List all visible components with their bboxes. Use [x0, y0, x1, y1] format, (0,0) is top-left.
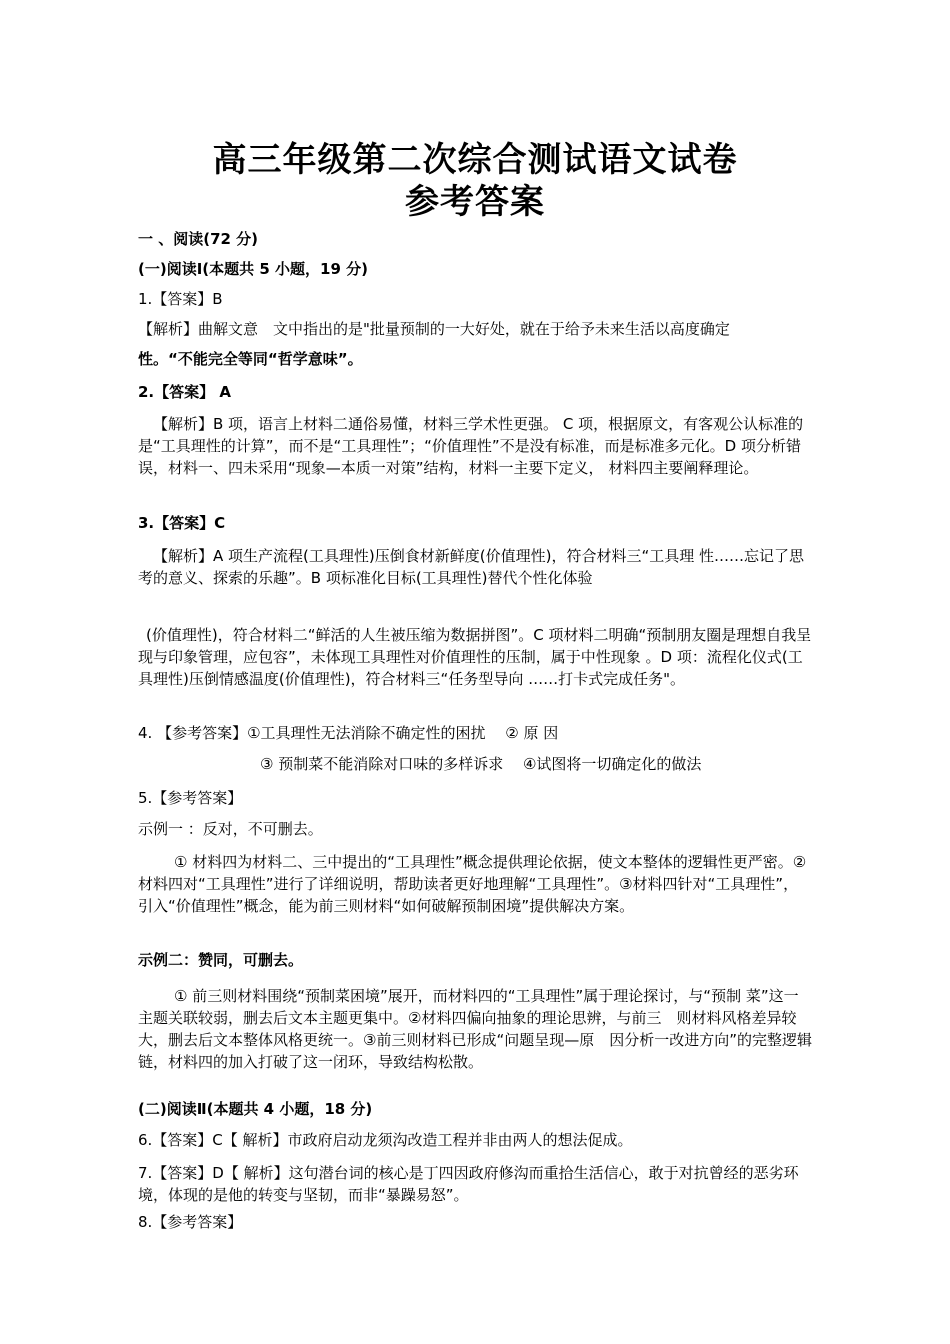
q7-text: 7.【答案】D【 解析】这句潜台词的核心是丁四因政府修沟而重拾生活信心，敢于对抗曾经的恶劣环境，体现的是他的转变与坚韧，而非“暴躁易怒”。 [138, 1164, 799, 1204]
section-heading: 一 、阅读(72 分) [138, 230, 259, 248]
q5-example2-body: ① 前三则材料围绕“预制菜困境”展开，而材料四的“工具理性”属于理论探讨，与“预制 菜”这一主题关联较弱，删去后文本主题更集中。②材料四偏向抽象的理论思辨，与前三 则材料风格差异较大，删去后文本整体风格更统一。③前三则材料已形成“问题呈现—原 因分析一改进方向”的完整逻辑链，材料四的加入打破了这一闭环，导致结构松散。 [138, 987, 812, 1071]
q5-example1-title: 示例一 ：反对，不可删去。 [138, 820, 323, 838]
q1-analysis: 【解析】曲解文意 文中指出的是"批量预制的一大好处，就在于给予未来生活以高度确定 [138, 320, 730, 338]
q8-answer: 8.【参考答案】 [138, 1213, 243, 1231]
q4-answer-line1: 4. 【参考答案】①工具理性无法消除不确定性的困扰 ② 原 因 [138, 724, 559, 742]
q5-answer: 5.【参考答案】 [138, 789, 243, 807]
q1-answer: 1.【答案】B [138, 290, 223, 308]
q3-answer: 3.【答案】C [138, 514, 226, 532]
q3-analysis-cont: (价值理性)，符合材料二“鲜活的人生被压缩为数据拼图”。C 项材料二明确“预制朋友圈是理想自我呈现与印象管理，应包容”，未体现工具理性对价值理性的压制，属于中性现象 。D 项：流程化仪式(工具理性)压倒情感温度(价值理性)，符合材料三“任务型导向 ……打卡式完成任务"。 [138, 626, 812, 688]
q2-answer: 2.【答案】 A [138, 383, 231, 401]
subsection-heading-2: (二)阅读Ⅱ(本题共 4 小题，18 分) [138, 1100, 373, 1118]
subsection-heading: (一)阅读Ⅰ(本题共 5 小题，19 分) [138, 260, 368, 278]
q6-text: 6.【答案】C【 解析】市政府启动龙须沟改造工程并非由两人的想法促成。 [138, 1131, 633, 1149]
q4-answer-line2: ③ 预制菜不能消除对口味的多样诉求 ④试图将一切确定化的做法 [260, 755, 702, 773]
q5-example1-body: ① 材料四为材料二、三中提出的“工具理性”概念提供理论依据，使文本整体的逻辑性更严密。②材料四对“工具理性”进行了详细说明，帮助读者更好地理解“工具理性”。③材料四针对“工具理性”，引入“价值理性”概念，能为前三则材料“如何破解预制困境”提供解决方案。 [138, 853, 807, 915]
q3-analysis: 【解析】A 项生产流程(工具理性)压倒食材新鲜度(价值理性)，符合材料三“工具理 性……忘记了思考的意义、探索的乐趣”。B 项标准化目标(工具理性)替代个性化体验 [138, 547, 804, 587]
doc-subtitle: 参考答案 [405, 182, 545, 222]
q2-analysis: 【解析】B 项，语言上材料二通俗易懂，材料三学术性更强。 C 项，根据原文，有客观公认标准的是“工具理性的计算”，而不是“工具理性”；“价值理性”不是没有标准，而是标准多元化。D 项分析错误，材料一、四未采用“现象—本质一对策”结构，材料一主要下定义， 材料四主要阐释理论。 [138, 415, 804, 477]
doc-title: 高三年级第二次综合测试语文试卷 [212, 140, 738, 180]
q1-analysis-cont: 性。“不能完全等同“哲学意味”。 [138, 350, 363, 368]
q5-example2-title: 示例二：赞同，可删去。 [138, 951, 304, 969]
